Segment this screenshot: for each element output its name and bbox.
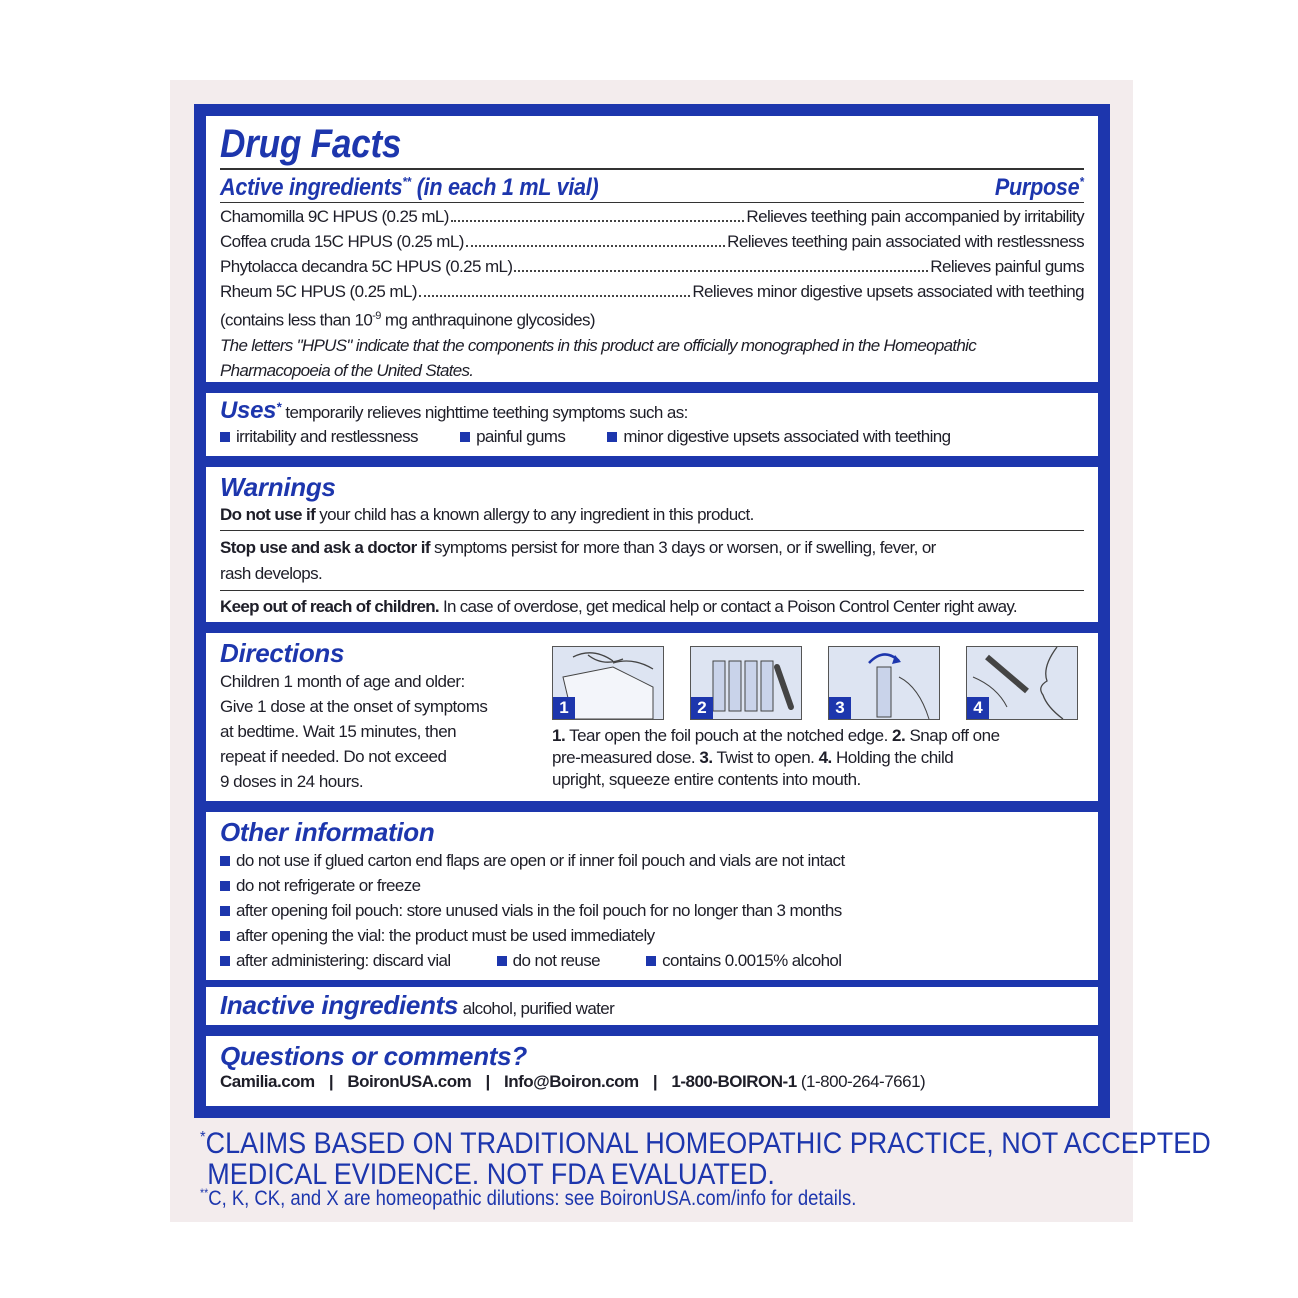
- stop-use-text: symptoms persist for more than 3 days or worsen, or if swelling, fever, or: [429, 538, 936, 557]
- inactive-heading: Inactive ingredients: [220, 990, 459, 1020]
- contact-separator: |: [652, 1072, 658, 1091]
- step-text: Twist to open.: [712, 748, 819, 767]
- keep-out-label: Keep out of reach of children.: [220, 597, 439, 616]
- keep-out-text: In case of overdose, get medical help or contact a Poison Control Center right away.: [438, 597, 1017, 616]
- bullet-icon: [460, 432, 470, 442]
- ingredient-name: Phytolacca decandra 5C HPUS (0.25 mL): [220, 257, 513, 276]
- purpose-heading-text: Purpose: [995, 174, 1080, 201]
- directions-heading: Directions: [220, 638, 345, 668]
- inactive-line: [220, 990, 1084, 1021]
- anthraquinone-note: [220, 304, 1084, 333]
- bullet-icon: [646, 956, 656, 966]
- ingredient-list: [220, 204, 1084, 383]
- other-info-item: [220, 848, 1084, 873]
- do-not-use-line: [220, 503, 1084, 527]
- active-heading-text: Active ingredients: [220, 174, 403, 201]
- directions-line: repeat if needed. Do not exceed: [220, 747, 447, 766]
- purpose-heading: [995, 174, 1084, 202]
- contact-website-boiron[interactable]: BoironUSA.com: [347, 1072, 472, 1091]
- uses-item: irritability and restlessness: [236, 427, 418, 446]
- stop-use-label: Stop use and ask a doctor if: [220, 538, 430, 557]
- steps-line: [552, 747, 1000, 769]
- ingredient-purpose: Relieves teething pain accompanied by irritability: [746, 207, 1084, 226]
- other-information-section: [206, 812, 1098, 980]
- contact-phone-alt: (1-800-264-7661): [800, 1072, 926, 1091]
- uses-section: [206, 393, 1098, 456]
- ingredient-row: [220, 279, 1084, 304]
- contact-phone[interactable]: 1-800-BOIRON-1: [671, 1072, 797, 1091]
- uses-heading: Uses: [220, 397, 277, 424]
- ingredient-purpose: Relieves painful gums: [930, 257, 1084, 276]
- do-not-use-label: Do not use if: [220, 505, 316, 524]
- step-text: Holding the child: [831, 748, 954, 767]
- warnings-section: [206, 467, 1098, 622]
- other-info-text: after administering: discard vial: [236, 951, 451, 970]
- steps-line: upright, squeeze entire contents into mouth.: [552, 770, 861, 789]
- bullet-icon: [220, 856, 230, 866]
- step-1-illustration: [552, 646, 664, 720]
- title-rule: [220, 168, 1084, 170]
- note-text-end: mg anthraquinone glycosides): [380, 310, 595, 330]
- active-rule: [220, 202, 1084, 203]
- directions-line: Children 1 month of age and older:: [220, 672, 465, 691]
- uses-mark: *: [276, 399, 281, 415]
- contact-email[interactable]: Info@Boiron.com: [503, 1072, 639, 1091]
- questions-heading: Questions or comments?: [220, 1041, 527, 1071]
- stop-use-block: [220, 535, 1084, 587]
- uses-intro: temporarily relieves nighttime teething symptoms such as:: [285, 403, 688, 422]
- stop-use-line: [220, 535, 1084, 561]
- step-text: Tear open the foil pouch at the notched edge.: [565, 726, 893, 745]
- questions-section: [206, 1036, 1098, 1106]
- dilution-note: [200, 1186, 856, 1211]
- steps-text: [552, 725, 1000, 791]
- warnings-rule: [220, 530, 1084, 531]
- do-not-use-text: your child has a known allergy to any ingredient in this product.: [315, 505, 754, 524]
- active-heading-mark: **: [402, 174, 411, 189]
- other-info-text: after opening the vial: the product must be used immediately: [236, 926, 655, 945]
- bullet-icon: [497, 956, 507, 966]
- contact-separator: |: [485, 1072, 490, 1091]
- note-exponent: -9: [372, 310, 381, 322]
- directions-section: [206, 633, 1098, 801]
- stop-use-text-2: rash develops.: [220, 564, 323, 583]
- ingredient-row: [220, 254, 1084, 279]
- active-ingredients-heading: [220, 174, 598, 202]
- keep-out-line: [220, 595, 1084, 619]
- step-number-badge: 2: [691, 697, 713, 719]
- other-info-text: do not refrigerate or freeze: [236, 876, 421, 895]
- step-number-badge: 1: [553, 697, 575, 719]
- other-info-text: after opening foil pouch: store unused vials in the foil pouch for no longer than 3 months: [236, 901, 842, 920]
- active-heading-suffix: (in each 1 mL vial): [416, 174, 599, 201]
- inactive-text: alcohol, purified water: [462, 999, 615, 1018]
- bullet-icon: [220, 881, 230, 891]
- directions-line: 9 doses in 24 hours.: [220, 772, 364, 791]
- dilution-text: C, K, CK, and X are homeopathic dilutions: see BoironUSA.com/info for details.: [208, 1187, 857, 1210]
- warnings-heading: Warnings: [220, 472, 336, 502]
- directions-line: at bedtime. Wait 15 minutes, then: [220, 722, 457, 741]
- step-text: Snap off one: [905, 726, 1000, 745]
- active-ingredients-section: [206, 116, 1098, 382]
- bullet-icon: [220, 432, 230, 442]
- bullet-icon: [220, 931, 230, 941]
- leader-dots: [514, 270, 928, 272]
- uses-items: [220, 427, 1084, 447]
- purpose-heading-mark: *: [1079, 174, 1084, 189]
- ingredient-name: Rheum 5C HPUS (0.25 mL): [220, 282, 417, 301]
- bullet-icon: [220, 956, 230, 966]
- step-num: 1.: [552, 726, 566, 745]
- leader-dots: [466, 245, 725, 247]
- ingredient-row: [220, 229, 1084, 254]
- other-info-text: do not reuse: [512, 951, 600, 970]
- contacts-line: [220, 1072, 1084, 1092]
- contact-separator: |: [328, 1072, 334, 1091]
- other-info-text: contains 0.0015% alcohol: [662, 951, 842, 970]
- other-info-item: [220, 898, 1084, 923]
- inactive-ingredients-section: [206, 987, 1098, 1025]
- hpus-note: [220, 333, 1084, 383]
- ingredient-purpose: Relieves minor digestive upsets associated with teething: [692, 282, 1084, 301]
- steps-line: [552, 725, 1000, 747]
- step-3-illustration: [828, 646, 940, 720]
- other-info-item: [220, 873, 1084, 898]
- uses-header: [220, 397, 1084, 425]
- step-number-badge: 4: [967, 697, 989, 719]
- ingredient-purpose: Relieves teething pain associated with restlessness: [727, 232, 1084, 251]
- bullet-icon: [220, 906, 230, 916]
- directions-line: Give 1 dose at the onset of symptoms: [220, 697, 488, 716]
- leader-dots: [419, 295, 690, 297]
- uses-item: painful gums: [476, 427, 566, 446]
- hpus-line: Pharmacopoeia of the United States.: [220, 360, 474, 380]
- ingredient-row: [220, 204, 1084, 229]
- other-info-text: do not use if glued carton end flaps are open or if inner foil pouch and vials are not intact: [236, 851, 845, 870]
- claims-line-1: [200, 1122, 1211, 1159]
- step-num: 3.: [699, 748, 713, 767]
- claims-mark: *: [200, 1129, 206, 1146]
- hpus-line: The letters "HPUS" indicate that the components in this product are officially monographed in the Homeopathic: [220, 335, 976, 355]
- other-info-heading: Other information: [220, 817, 435, 847]
- leader-dots: [451, 220, 745, 222]
- other-info-item: [220, 923, 1084, 948]
- step-number-badge: 3: [829, 697, 851, 719]
- ingredient-name: Chamomilla 9C HPUS (0.25 mL): [220, 207, 449, 226]
- claims-line-2: MEDICAL EVIDENCE. NOT FDA EVALUATED.: [207, 1158, 775, 1191]
- warnings-rule: [220, 590, 1084, 591]
- drug-facts-title: Drug Facts: [220, 122, 402, 166]
- step-text: pre-measured dose.: [552, 748, 700, 767]
- claims-disclaimer: [200, 1122, 1211, 1190]
- other-info-item: [220, 948, 1084, 973]
- active-header-row: [220, 175, 1084, 201]
- ingredient-name: Coffea cruda 15C HPUS (0.25 mL): [220, 232, 464, 251]
- step-num: 2.: [892, 726, 906, 745]
- step-2-illustration: [690, 646, 802, 720]
- dilution-mark: **: [200, 1186, 209, 1200]
- step-num: 4.: [818, 748, 832, 767]
- contact-website-camilia[interactable]: Camilia.com: [220, 1072, 315, 1091]
- note-text: (contains less than 10: [220, 310, 373, 330]
- uses-item: minor digestive upsets associated with teething: [623, 427, 951, 446]
- bullet-icon: [607, 432, 617, 442]
- step-4-illustration: [966, 646, 1078, 720]
- other-info-list: [220, 848, 1084, 973]
- claims-text: CLAIMS BASED ON TRADITIONAL HOMEOPATHIC PRACTICE, NOT ACCEPTED: [205, 1127, 1211, 1160]
